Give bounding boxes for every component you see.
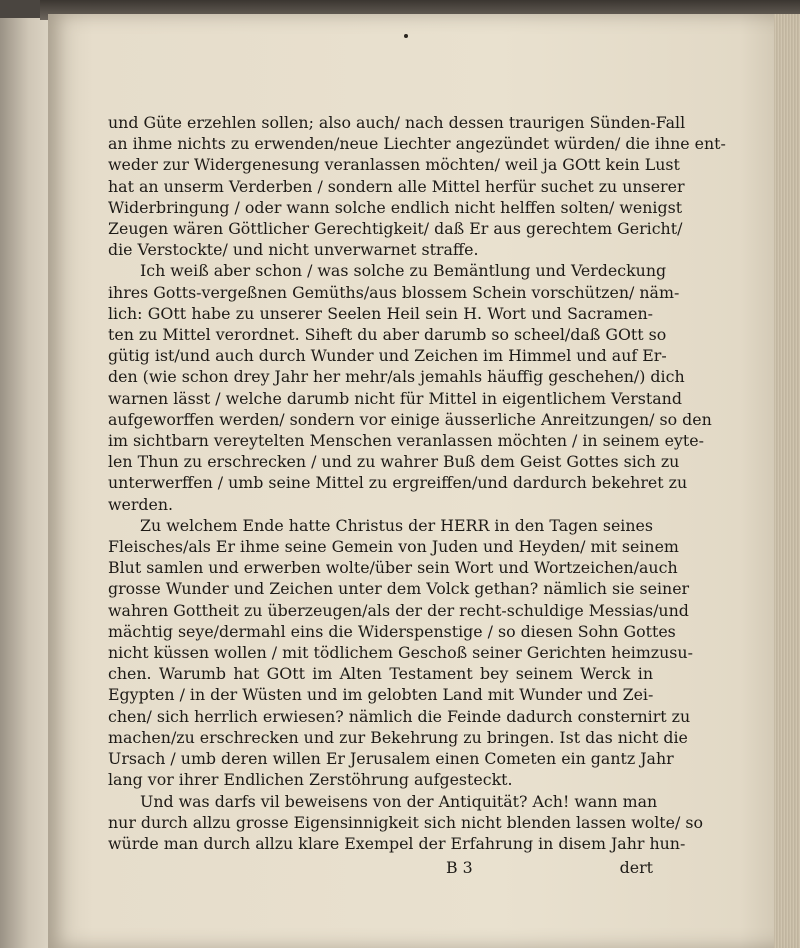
text-line: würde man durch allzu klare Exempel der Erfahrung in disem Jahr hun-	[108, 833, 686, 853]
text-line: die Verstockte/ und nicht unverwarnet straffe.	[108, 240, 479, 260]
text-line: Und was darfs vil beweisens von der Antiquität? Ach! wann man	[140, 791, 658, 811]
page-footer	[108, 858, 653, 882]
ink-dot	[404, 34, 408, 38]
text-line: Egypten / in der Wüsten und im gelobten Land mit Wunder und Zei-	[108, 685, 654, 705]
text-line: machen/zu erschrecken und zur Bekehrung zu bringen. Ist das nicht die	[108, 727, 688, 747]
text-line: grosse Wunder und Zeichen unter dem Volck gethan? nämlich sie seiner	[108, 579, 690, 599]
text-line: unterwerffen / umb seine Mittel zu ergreiffen/und dardurch bekehret zu	[108, 473, 688, 493]
text-line: den (wie schon drey Jahr her mehr/als jemahls häuffig geschehen/) dich	[108, 367, 685, 387]
text-line: chen. Warumb hat GOtt im Alten Testament bey seinem Werck in	[108, 664, 653, 684]
text-line: Blut samlen und erwerben wolte/über sein Wort und Wortzeichen/auch	[108, 558, 678, 578]
text-line: ten zu Mittel verordnet. Siheft du aber darumb so scheel/daß GOtt so	[108, 325, 667, 345]
left-page-edge	[0, 18, 52, 948]
text-line: mächtig seye/dermahl eins die Widerspenstige / so diesen Sohn Gottes	[108, 621, 676, 641]
text-line: Fleisches/als Er ihme seine Gemein von Juden und Heyden/ mit seinem	[108, 537, 679, 557]
text-line: chen/ sich herrlich erwiesen? nämlich die Feinde dadurch consternirt zu	[108, 706, 691, 726]
text-line: nicht küssen wollen / mit tödlichem Geschoß seiner Gerichten heimzusu-	[108, 643, 693, 663]
text-line: aufgeworffen werden/ sondern vor einige äusserliche Anreitzungen/ so den	[108, 409, 712, 429]
text-line: nur durch allzu grosse Eigensinnigkeit sich nicht blenden lassen wolte/ so	[108, 812, 703, 832]
text-line: warnen lässt / welche darumb nicht für Mittel in eigentlichem Verstand	[108, 388, 682, 408]
text-line: len Thun zu erschrecken / und zu wahrer Buß dem Geist Gottes sich zu	[108, 452, 680, 472]
text-line: an ihme nichts zu erwenden/neue Liechter angezündet würden/ die ihne ent-	[108, 134, 726, 154]
text-line: und Güte erzehlen sollen; also auch/ nach dessen traurigen Sünden-Fall	[108, 113, 686, 132]
text-line: gütig ist/und auch durch Wunder und Zeichen im Himmel und auf Er-	[108, 346, 667, 366]
text-line: Widerbringung / oder wann solche endlich nicht helffen solten/ wenigst	[108, 197, 683, 217]
text-line: lang vor ihrer Endlichen Zerstöhrung aufgesteckt.	[108, 770, 513, 790]
text-line: Zeugen wären Göttlicher Gerechtigkeit/ daß Er aus gerechtem Gericht/	[108, 219, 683, 239]
body-text	[108, 112, 726, 854]
text-line: lich: GOtt habe zu unserer Seelen Heil sein H. Wort und Sacramen-	[108, 303, 653, 323]
text-line: wahren Gottheit zu überzeugen/als der der recht-schuldige Messias/und	[108, 600, 689, 620]
text-line: Ich weiß aber schon / was solche zu Bemäntlung und Verdeckung	[140, 261, 667, 281]
text-line: weder zur Widergenesung veranlassen möchten/ weil ja GOtt kein Lust	[108, 155, 680, 175]
text-line: werden.	[108, 494, 174, 514]
text-line: hat an unserm Verderben / sondern alle Mittel herfür suchet zu unserer	[108, 176, 685, 196]
text-line: Ursach / umb deren willen Er Jerusalem einen Cometen ein gantz Jahr	[108, 749, 674, 769]
catchword: dert	[619, 858, 653, 877]
text-line: ihres Gotts-vergeßnen Gemüths/aus blossem Schein vorschützen/ näm-	[108, 282, 680, 302]
signature-mark: B 3	[446, 858, 473, 877]
text-line: im sichtbarn vereytelten Menschen veranlassen möchten / in seinem eyte-	[108, 431, 704, 451]
page-stack-edge	[774, 14, 800, 948]
text-line: Zu welchem Ende hatte Christus der HERR in den Tagen seines	[140, 515, 653, 535]
